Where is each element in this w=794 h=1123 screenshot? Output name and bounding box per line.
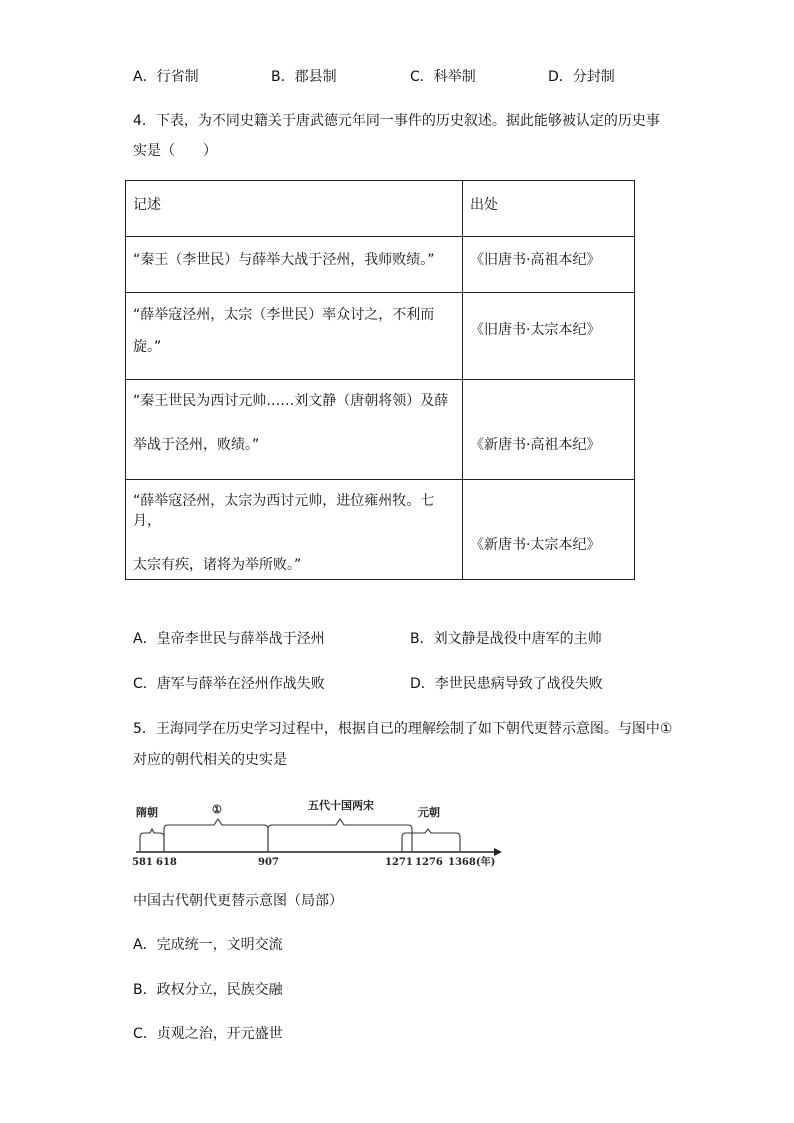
table-row bbox=[126, 380, 635, 480]
table-row bbox=[126, 480, 635, 580]
tick-907: 907 bbox=[258, 857, 279, 867]
q5-option-b: B．政权分立，民族交融 bbox=[133, 982, 283, 998]
label-wudai: 五代十国两宋 bbox=[308, 799, 374, 812]
label-circle: ① bbox=[212, 803, 222, 816]
q5-option-a: A．完成统一，文明交流 bbox=[133, 937, 283, 953]
q4-option-a: A．皇帝李世民与薛举战于泾州 bbox=[133, 631, 325, 647]
bracket-circle bbox=[164, 819, 268, 852]
q4-stem-line2: 实是（ ） bbox=[133, 143, 217, 159]
bracket-wudai bbox=[268, 819, 412, 852]
timeline-arrow bbox=[494, 848, 502, 856]
record-cell: “秦王（李世民）与薛举大战于泾州，我师败绩。” bbox=[126, 237, 463, 293]
q5-option-c: C．贞观之治，开元盛世 bbox=[133, 1026, 283, 1042]
bracket-sui bbox=[140, 829, 164, 852]
label-yuan: 元朝 bbox=[418, 806, 440, 819]
table-header-row bbox=[126, 181, 635, 237]
source-cell: 《旧唐书·高祖本纪》 bbox=[463, 237, 635, 293]
dynasty-timeline-diagram bbox=[130, 795, 510, 867]
record-cell: “薛举寇泾州，太宗（李世民）率众讨之，不利而 旋。” bbox=[126, 293, 463, 380]
record-cell: “薛举寇泾州，太宗为西讨元帅，进位雍州牧。七月， 太宗有疾，诸将为举所败。” bbox=[126, 480, 463, 580]
tick-618: 618 bbox=[156, 857, 177, 867]
q4-option-c: C．唐军与薛举在泾州作战失败 bbox=[133, 676, 325, 692]
q5-stem-line2: 对应的朝代相关的史实是 bbox=[133, 752, 287, 768]
q3-option-c: C．科举制 bbox=[410, 69, 476, 85]
label-sui: 隋朝 bbox=[136, 806, 158, 819]
q4-option-b: B．刘文静是战役中唐军的主帅 bbox=[410, 631, 602, 647]
source-cell: 《新唐书·太宗本纪》 bbox=[463, 480, 635, 580]
q3-option-d: D．分封制 bbox=[548, 69, 615, 85]
source-cell: 《新唐书·高祖本纪》 bbox=[463, 380, 635, 480]
tick-1271: 1271 bbox=[385, 857, 413, 867]
history-records-table bbox=[125, 180, 635, 580]
tick-581: 581 bbox=[132, 857, 153, 867]
header-record: 记述 bbox=[126, 181, 463, 237]
table-row bbox=[126, 293, 635, 380]
source-cell: 《旧唐书·太宗本纪》 bbox=[463, 293, 635, 380]
q3-option-b: B．郡县制 bbox=[271, 69, 337, 85]
q4-option-d: D．李世民患病导致了战役失败 bbox=[410, 676, 603, 692]
q5-caption: 中国古代朝代更替示意图（局部） bbox=[133, 893, 343, 909]
header-source: 出处 bbox=[463, 181, 635, 237]
q5-stem-line1: 5．王海同学在历史学习过程中，根据自已的理解绘制了如下朝代更替示意图。与图中① bbox=[133, 721, 673, 737]
tick-1276: 1276 bbox=[415, 857, 443, 867]
tick-1368: 1368(年) bbox=[448, 857, 496, 867]
q4-stem-line1: 4．下表，为不同史籍关于唐武德元年同一事件的历史叙述。据此能够被认定的历史事 bbox=[133, 113, 660, 129]
record-cell: “秦王世民为西讨元帅……刘文静（唐朝将领）及薛 举战于泾州，败绩。” bbox=[126, 380, 463, 480]
table-row bbox=[126, 237, 635, 293]
q3-option-a: A．行省制 bbox=[133, 69, 199, 85]
bracket-yuan bbox=[402, 829, 460, 852]
